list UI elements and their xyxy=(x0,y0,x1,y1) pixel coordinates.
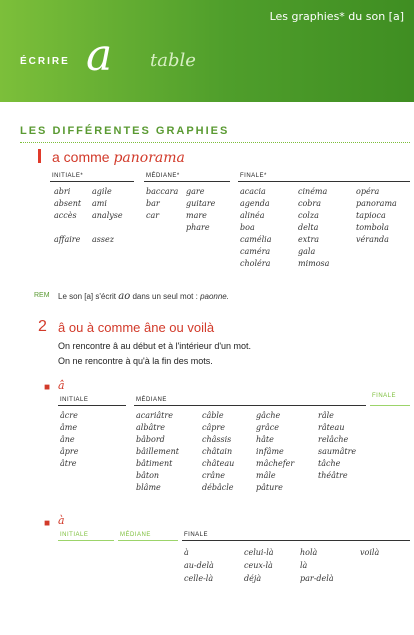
word: gâche xyxy=(256,411,281,420)
word: déjà xyxy=(244,574,262,583)
word: abri xyxy=(54,187,71,196)
word-list xyxy=(298,186,329,270)
rule xyxy=(238,181,410,182)
remark-label: REM xyxy=(34,292,50,299)
rule xyxy=(58,405,126,406)
word-list xyxy=(92,186,123,246)
word-list xyxy=(184,546,214,585)
word: râle xyxy=(318,411,334,420)
rule xyxy=(182,540,410,541)
word-list xyxy=(60,410,78,470)
word: mâle xyxy=(256,471,276,480)
word: crâne xyxy=(202,471,225,480)
rule xyxy=(134,405,366,406)
word: caméra xyxy=(240,247,271,256)
word: râteau xyxy=(318,423,345,432)
word: mâchefer xyxy=(256,459,295,468)
word: bâton xyxy=(136,471,160,480)
word-list xyxy=(256,410,294,494)
word: châssis xyxy=(202,435,232,444)
word: relâche xyxy=(318,435,349,444)
col-mediane: MÉDIANE xyxy=(120,532,151,538)
word xyxy=(146,222,178,234)
word: câpre xyxy=(202,423,225,432)
word-list xyxy=(136,410,179,494)
header-banner xyxy=(0,0,414,102)
word: absent xyxy=(54,199,82,208)
word: âne xyxy=(60,435,75,444)
word: âtre xyxy=(60,459,77,468)
word: théâtre xyxy=(318,471,348,480)
chapter-title: Les graphies* du son [a] xyxy=(269,10,404,23)
word: agenda xyxy=(240,199,270,208)
word-list xyxy=(240,186,271,270)
letter-mark: a xyxy=(86,30,113,81)
word xyxy=(92,222,123,234)
word: par-delà xyxy=(300,574,334,583)
word: mimosa xyxy=(298,259,330,268)
word: là xyxy=(300,561,308,570)
word: voilà xyxy=(360,548,380,557)
word: véranda xyxy=(356,235,389,244)
col-initiale: INITIALE xyxy=(60,532,89,538)
word: albâtre xyxy=(136,423,165,432)
word: boa xyxy=(240,223,255,232)
bullet: ■ xyxy=(44,518,51,529)
word-list xyxy=(244,546,274,585)
col-finale: FINALE xyxy=(184,532,209,538)
word: grâce xyxy=(256,423,279,432)
col-initiale: INITIALE xyxy=(60,397,89,403)
word: âcre xyxy=(60,411,78,420)
part2-line2: On ne rencontre à qu'à la fin des mots. xyxy=(58,356,213,366)
word: phare xyxy=(186,223,210,232)
word: choléra xyxy=(240,259,271,268)
word: camélia xyxy=(240,235,272,244)
subtitle: table xyxy=(150,50,196,71)
word-list xyxy=(146,186,178,246)
divider xyxy=(20,142,410,143)
word: ceux-là xyxy=(244,561,273,570)
word-list xyxy=(356,186,397,246)
word: mare xyxy=(186,211,207,220)
sub-letter: à xyxy=(58,514,65,527)
word: celui-là xyxy=(244,548,274,557)
word: baccara xyxy=(146,187,179,196)
word: débâcle xyxy=(202,483,234,492)
col-mediane: MÉDIANE xyxy=(136,397,167,403)
word: ami xyxy=(92,199,107,208)
part2-line1: On rencontre â au début et à l'intérieur d'un mot. xyxy=(58,341,252,351)
word: bar xyxy=(146,199,160,208)
word-list xyxy=(54,186,81,246)
word: car xyxy=(146,211,160,220)
word: panorama xyxy=(356,199,397,208)
word: tombola xyxy=(356,223,389,232)
word: delta xyxy=(298,223,319,232)
word: analyse xyxy=(92,211,123,220)
section-title: LES DIFFÉRENTES GRAPHIES xyxy=(20,125,230,137)
rule xyxy=(58,540,114,541)
part1-heading: a comme panorama xyxy=(52,149,185,166)
word: bâtiment xyxy=(136,459,173,468)
word: alinéa xyxy=(240,211,265,220)
col-initiale: INITIALE* xyxy=(52,173,84,179)
word-list xyxy=(300,546,334,585)
word: guitare xyxy=(186,199,216,208)
word: cinéma xyxy=(298,187,328,196)
word: assez xyxy=(92,235,114,244)
section-label: ÉCRIRE xyxy=(20,56,70,67)
remark-text: Le son [a] s'écrit ao dans un seul mot : paonne. xyxy=(58,291,229,302)
col-mediane: MÉDIANE* xyxy=(146,173,180,179)
word: bâbord xyxy=(136,435,165,444)
part2-heading: â ou à comme âne ou voilà xyxy=(58,320,215,335)
word: colza xyxy=(298,211,319,220)
word: âme xyxy=(60,423,78,432)
word: gala xyxy=(298,247,316,256)
word-list xyxy=(318,410,356,482)
word: tapioca xyxy=(356,211,386,220)
rule xyxy=(144,181,230,182)
word: gare xyxy=(186,187,205,196)
word xyxy=(54,222,81,234)
word-list xyxy=(186,186,215,246)
word-list xyxy=(202,410,234,494)
word: au-delà xyxy=(184,561,214,570)
col-finale: FINALE xyxy=(372,393,397,399)
part1-marker xyxy=(38,149,41,163)
rule xyxy=(50,181,134,182)
word: accès xyxy=(54,211,77,220)
word: opéra xyxy=(356,187,380,196)
word: saumâtre xyxy=(318,447,357,456)
bullet: ■ xyxy=(44,382,51,393)
word xyxy=(146,234,178,246)
word: affaire xyxy=(54,235,81,244)
word: câble xyxy=(202,411,224,420)
word: agile xyxy=(92,187,112,196)
word: hâte xyxy=(256,435,274,444)
rule xyxy=(118,540,178,541)
word: infâme xyxy=(256,447,284,456)
word: âpre xyxy=(60,447,79,456)
word: château xyxy=(202,459,235,468)
word xyxy=(186,234,215,246)
col-finale: FINALE* xyxy=(240,173,267,179)
word: tâche xyxy=(318,459,341,468)
word: châtain xyxy=(202,447,233,456)
word: cobra xyxy=(298,199,322,208)
word: holà xyxy=(300,548,318,557)
word: celle-là xyxy=(184,574,214,583)
word: pâture xyxy=(256,483,283,492)
word-list xyxy=(360,546,379,559)
sub-letter: â xyxy=(58,379,65,392)
word: acariâtre xyxy=(136,411,173,420)
word: acacia xyxy=(240,187,266,196)
word: blâme xyxy=(136,483,161,492)
rule xyxy=(370,405,410,406)
word: extra xyxy=(298,235,320,244)
word: à xyxy=(184,548,189,557)
word: bâillement xyxy=(136,447,179,456)
part2-number: 2 xyxy=(38,318,47,335)
